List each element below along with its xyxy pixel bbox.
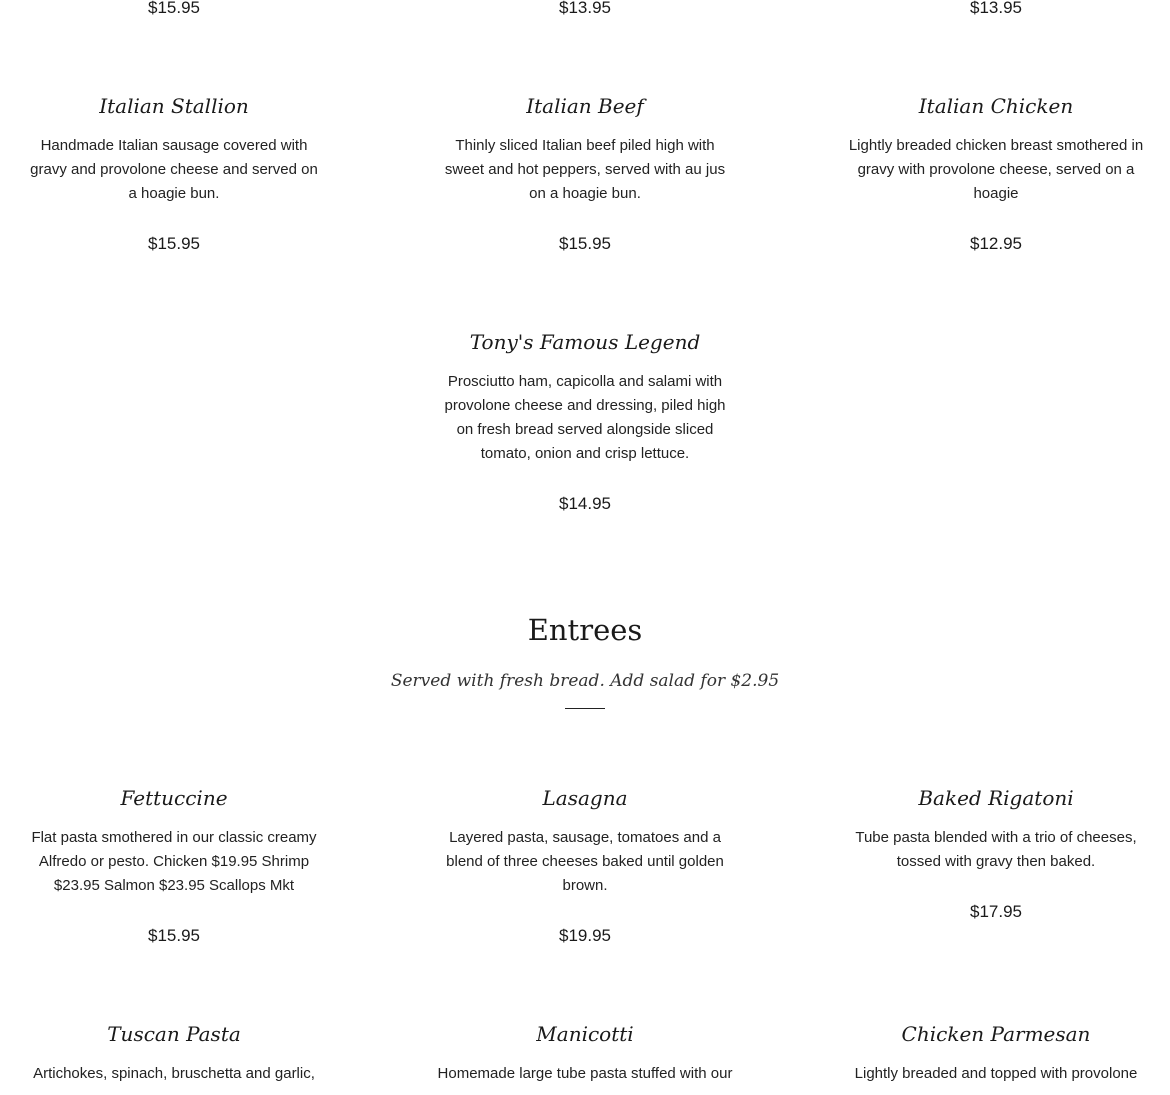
menu-item-name: Italian Stallion	[99, 94, 249, 118]
menu-item-price: $13.95	[559, 0, 611, 17]
section-divider	[565, 708, 605, 709]
menu-item-tuscan-pasta	[14, 1022, 334, 1086]
menu-item-lasagna	[425, 786, 745, 948]
menu-item-price: $15.95	[148, 234, 200, 253]
menu-item-price: $14.95	[559, 494, 611, 513]
menu-item-price: $12.95	[970, 234, 1022, 253]
menu-item-name: Italian Beef	[526, 94, 644, 118]
menu-item-baked-rigatoni	[836, 786, 1156, 924]
menu-item-fettuccine	[14, 786, 334, 948]
menu-item-price: $15.95	[148, 926, 200, 945]
menu-item-italian-stallion	[14, 94, 334, 256]
menu-item-italian-beef	[425, 94, 745, 256]
menu-item-price: $15.95	[148, 0, 200, 17]
menu-item-name: Tuscan Pasta	[107, 1022, 241, 1046]
menu-item-name: Italian Chicken	[918, 94, 1074, 118]
menu-item-description: Lightly breaded chicken breast smothered in gravy with provolone cheese, served on a hoagie	[848, 137, 1144, 202]
menu-item-description: Flat pasta smothered in our classic creamy Alfredo or pesto. Chicken $19.95 Shrimp $23.95 Salmon $23.95 Scallops Mkt	[31, 829, 317, 894]
menu-item-description: Thinly sliced Italian beef piled high with sweet and hot peppers, served with au jus on a hoagie bun.	[444, 137, 726, 202]
menu-item-description: Prosciutto ham, capicolla and salami with provolone cheese and dressing, piled high on fresh bread served alongside sliced tomato, onion and crisp lettuce.	[444, 373, 726, 462]
section-title: Entrees	[527, 613, 643, 647]
menu-item-price: $19.95	[559, 926, 611, 945]
menu-item-price: $15.95	[559, 234, 611, 253]
section-subtitle: Served with fresh bread. Add salad for $2.95	[390, 671, 780, 691]
menu-item-description: Artichokes, spinach, bruschetta and garlic,	[33, 1065, 315, 1082]
menu-item-name: Chicken Parmesan	[901, 1022, 1091, 1046]
menu-item-name: Tony's Famous Legend	[469, 330, 701, 354]
menu-item-name: Lasagna	[542, 786, 628, 810]
menu-item-description: Handmade Italian sausage covered with gravy and provolone cheese and served on a hoagie bun.	[30, 137, 318, 202]
menu-item-italian-chicken	[836, 94, 1156, 256]
menu-item-name: Manicotti	[536, 1022, 634, 1046]
menu-item-chicken-parmesan	[836, 1022, 1156, 1086]
menu-item-description: Lightly breaded and topped with provolone	[854, 1065, 1138, 1082]
menu-item-name: Fettuccine	[120, 786, 228, 810]
menu-item-description: Tube pasta blended with a trio of cheeses, tossed with gravy then baked.	[855, 829, 1137, 870]
menu-item-description: Homemade large tube pasta stuffed with our	[437, 1065, 733, 1082]
menu-item-price: $17.95	[970, 902, 1022, 921]
menu-item-price: $13.95	[970, 0, 1022, 17]
menu-item-description: Layered pasta, sausage, tomatoes and a blend of three cheeses baked until golden brown.	[446, 829, 724, 894]
menu-item-tonys-famous-legend	[425, 330, 745, 516]
menu-item-name: Baked Rigatoni	[918, 786, 1074, 810]
menu-item-manicotti	[425, 1022, 745, 1086]
